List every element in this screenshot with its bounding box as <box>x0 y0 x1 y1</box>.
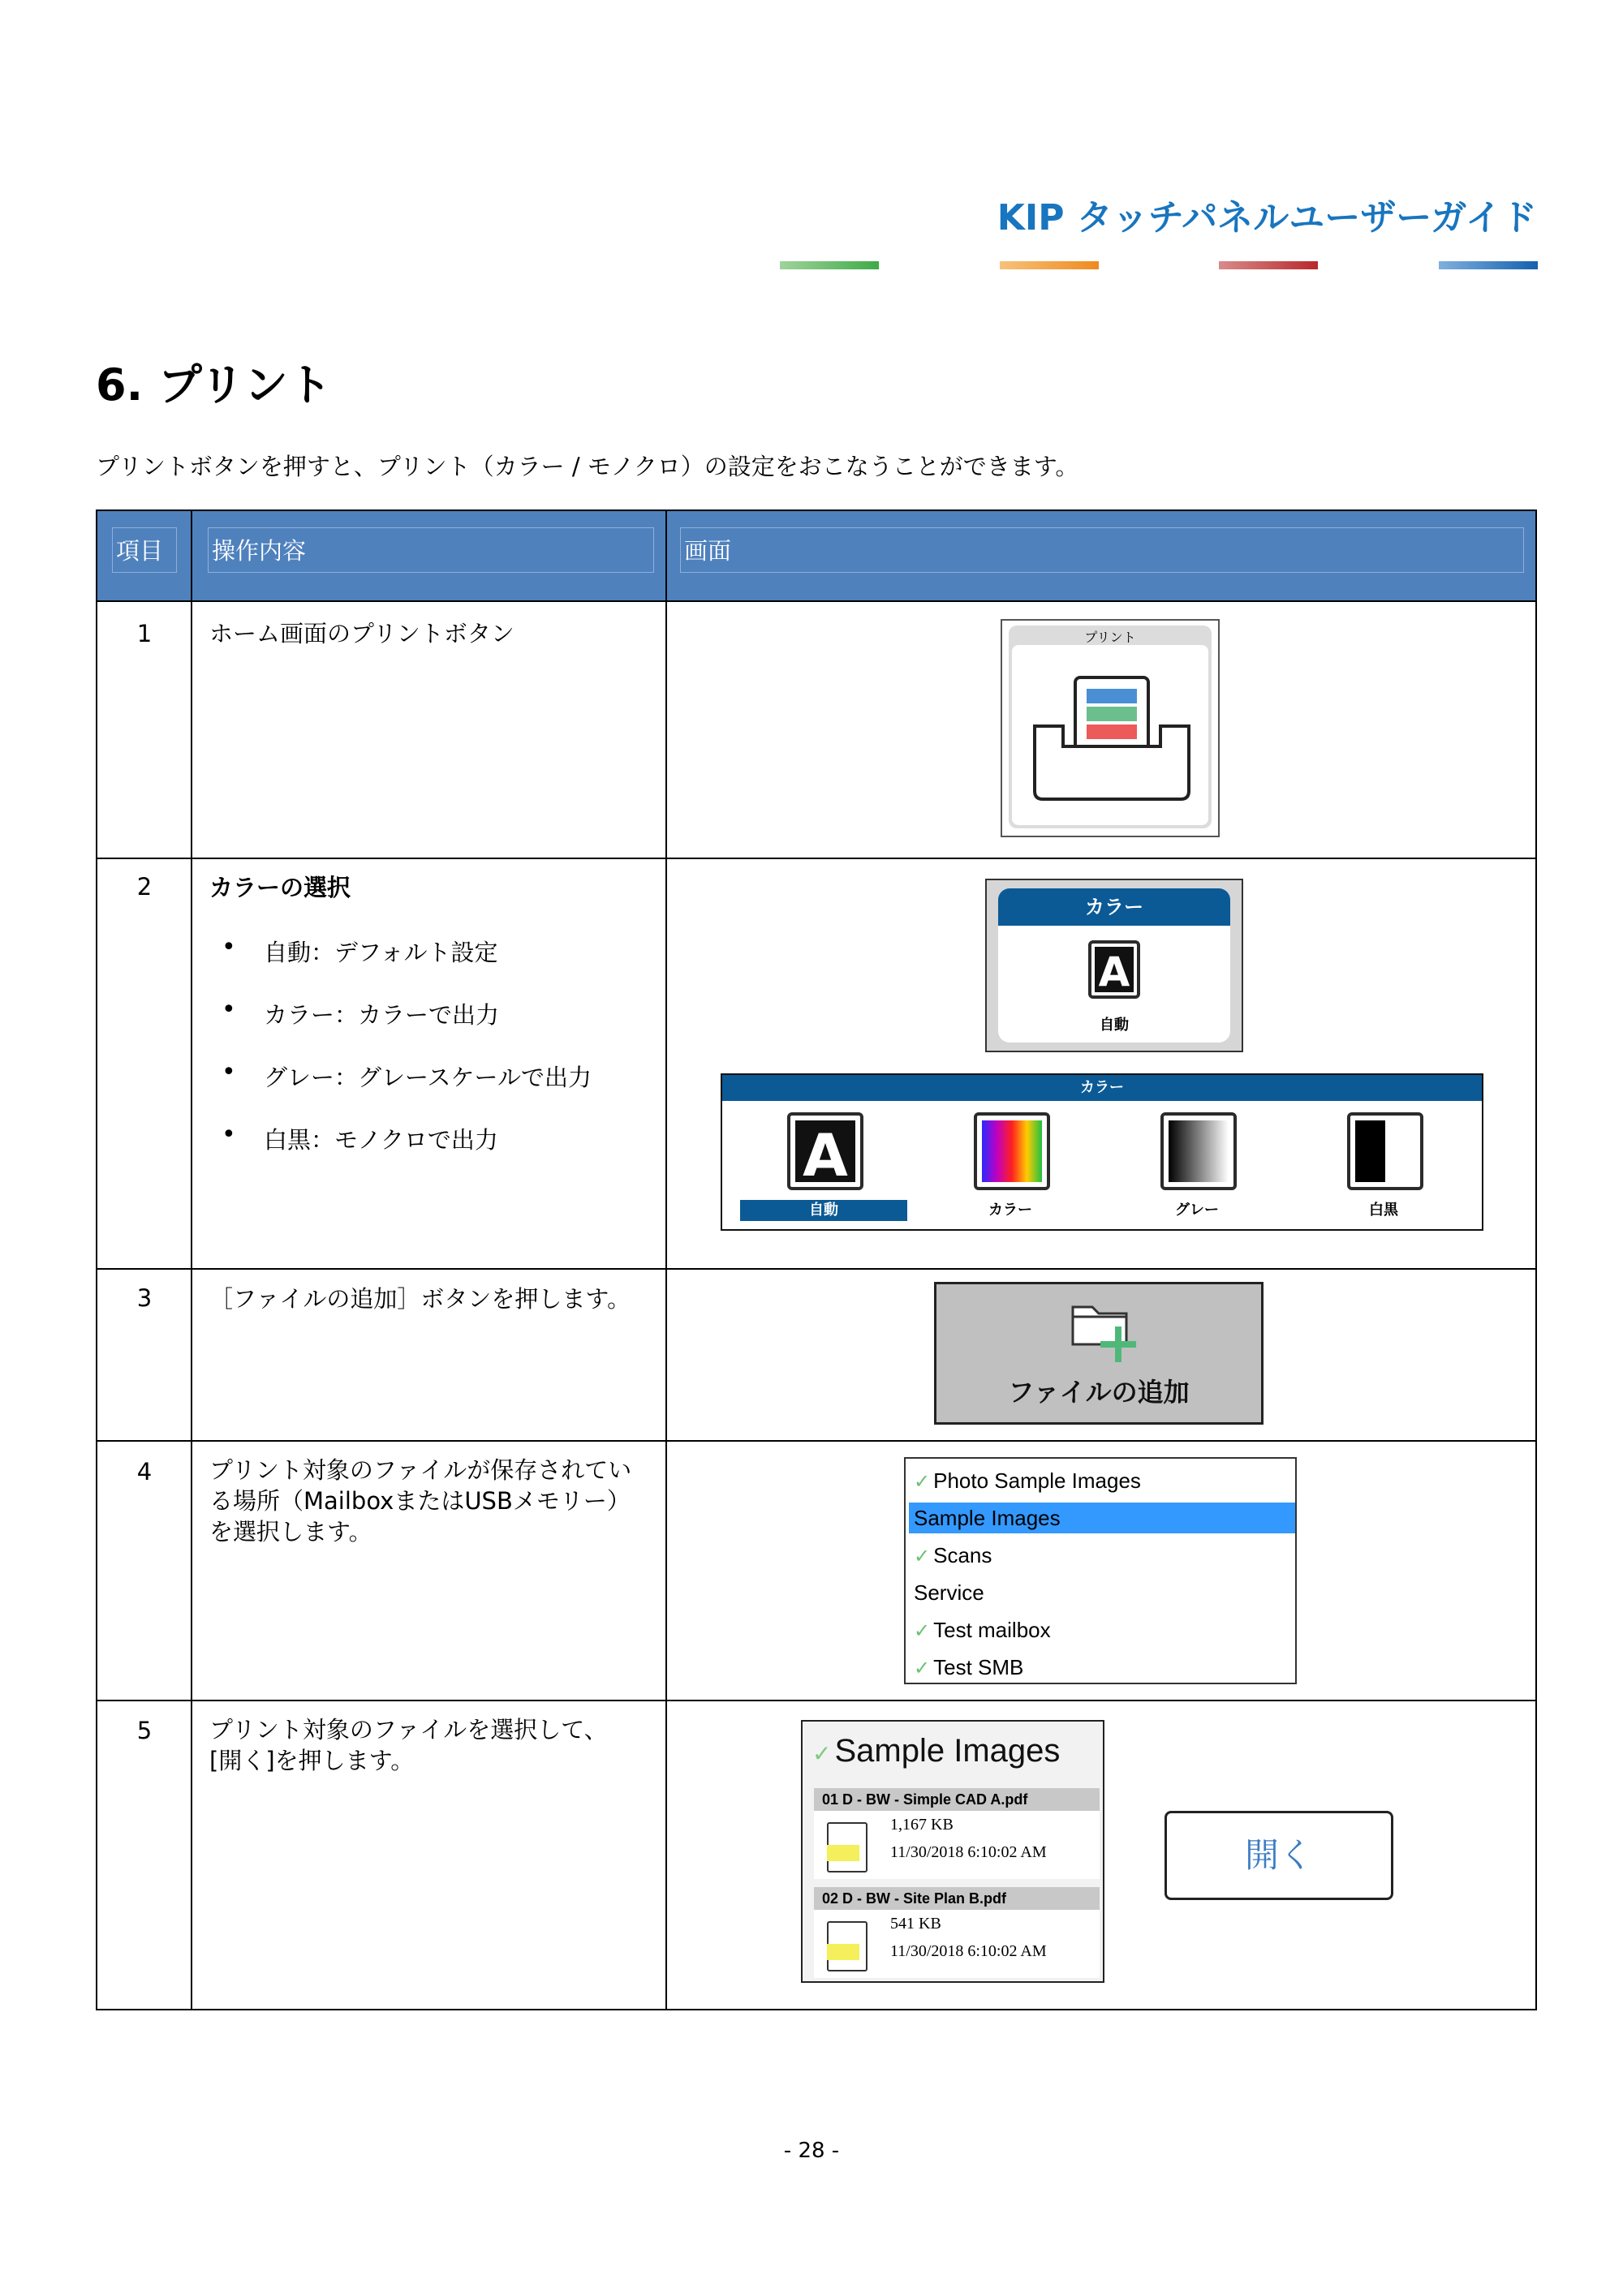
mailbox-item-label: Sample Images <box>914 1506 1061 1530</box>
open-button[interactable] <box>1165 1811 1393 1900</box>
row-number: 1 <box>136 620 153 647</box>
gray-option-icon[interactable] <box>1160 1112 1237 1190</box>
open-button-label: 開く <box>1244 1835 1313 1875</box>
header-operation: 操作内容 <box>208 527 654 573</box>
table-header <box>97 511 1535 602</box>
option-label-gray[interactable]: グレー <box>1175 1202 1219 1219</box>
mailbox-item[interactable] <box>909 1465 1295 1496</box>
color-tile-title: カラー <box>998 888 1230 926</box>
row-text <box>209 1455 631 1547</box>
row-text: ［ファイルの追加］ボタンを押します。 <box>209 1285 631 1313</box>
color-option-list <box>264 935 592 1185</box>
check-icon: ✓ <box>914 1658 931 1679</box>
mono-option-icon[interactable] <box>1347 1112 1423 1190</box>
row-divider <box>97 1440 1535 1442</box>
mailbox-item[interactable] <box>909 1577 1295 1608</box>
add-file-button[interactable] <box>934 1282 1264 1425</box>
file-size: 541 KB <box>890 1915 941 1933</box>
row-divider <box>97 858 1535 859</box>
add-file-label: ファイルの追加 <box>1008 1377 1190 1408</box>
file-item[interactable] <box>814 1811 1100 1879</box>
print-button-label: プリント <box>1084 630 1136 645</box>
mailbox-item[interactable] <box>909 1652 1295 1683</box>
check-icon: ✓ <box>812 1741 832 1766</box>
accent-bar-green <box>780 261 879 269</box>
svg-text:A: A <box>803 1121 848 1187</box>
file-date: 11/30/2018 6:10:02 AM <box>890 1843 1047 1861</box>
text-line: る場所（MailboxまたはUSBメモリー） <box>209 1487 631 1515</box>
file-size: 1,167 KB <box>890 1816 954 1834</box>
list-item: • 白黒：モノクロで出力 <box>264 1122 592 1185</box>
mailbox-item-label: Service <box>914 1580 984 1605</box>
row-divider <box>97 1700 1535 1701</box>
section-heading: 6. プリント <box>96 359 332 411</box>
accent-bar-blue <box>1439 261 1538 269</box>
check-icon: ✓ <box>914 1620 931 1642</box>
list-item: • カラー：カラーで出力 <box>264 997 592 1060</box>
color-tile-value: 自動 <box>1100 1017 1129 1034</box>
file-name[interactable]: 02 D - BW - Site Plan B.pdf <box>814 1887 1100 1910</box>
row-text: ホーム画面のプリントボタン <box>209 620 514 647</box>
text-line: [開く]を押します。 <box>209 1747 415 1774</box>
file-name[interactable]: 01 D - BW - Simple CAD A.pdf <box>814 1788 1100 1811</box>
row-divider <box>97 1268 1535 1270</box>
mailbox-item-label: Test SMB <box>933 1655 1024 1679</box>
folder-add-icon <box>1068 1296 1143 1365</box>
pdf-file-icon <box>827 1921 867 1971</box>
intro-paragraph: プリントボタンを押すと、プリント（カラー / モノクロ）の設定をおこなうことができます。 <box>96 453 1079 480</box>
column-divider <box>665 511 667 2009</box>
accent-bar-red <box>1219 261 1318 269</box>
row-text: カラーの選択 <box>209 874 351 901</box>
auto-color-icon <box>1088 940 1140 999</box>
document-title: KIP タッチパネルユーザーガイド <box>997 197 1537 239</box>
svg-text:A: A <box>1098 948 1130 995</box>
text-line: プリント対象のファイルが保存されてい <box>209 1456 632 1484</box>
option-label-auto[interactable]: 自動 <box>740 1200 907 1221</box>
mailbox-item[interactable] <box>909 1540 1295 1571</box>
check-icon: ✓ <box>914 1471 931 1493</box>
mailbox-item[interactable] <box>909 1615 1295 1645</box>
option-label-mono[interactable]: 白黒 <box>1369 1202 1398 1219</box>
mailbox-item-label: Scans <box>933 1543 992 1567</box>
text-line: を選択します。 <box>209 1518 372 1546</box>
row-number: 3 <box>136 1284 153 1312</box>
browser-title: ✓ Sample Images <box>812 1733 1061 1769</box>
list-item: • 自動：デフォルト設定 <box>264 935 592 997</box>
row-number: 2 <box>136 873 153 901</box>
printer-icon <box>1027 669 1197 815</box>
row-number: 4 <box>136 1458 153 1486</box>
header-item: 項目 <box>112 527 177 573</box>
option-label-color[interactable]: カラー <box>988 1202 1032 1219</box>
mailbox-item-label: Test mailbox <box>933 1618 1051 1642</box>
color-option-icon[interactable] <box>974 1112 1050 1190</box>
file-date: 11/30/2018 6:10:02 AM <box>890 1942 1047 1960</box>
text-line: プリント対象のファイルを選択して、 <box>209 1716 608 1743</box>
header-screen: 画面 <box>680 527 1524 573</box>
file-browser <box>801 1720 1104 1983</box>
auto-option-icon[interactable] <box>787 1112 863 1190</box>
mailbox-list <box>904 1457 1297 1684</box>
check-icon: ✓ <box>914 1546 931 1567</box>
pdf-file-icon <box>827 1822 867 1872</box>
print-button-screenshot[interactable] <box>1001 619 1220 837</box>
mailbox-item-label: Photo Sample Images <box>933 1468 1141 1493</box>
row-text <box>209 1714 608 1776</box>
page-number: - 28 - <box>783 2139 840 2163</box>
color-panel-title: カラー <box>722 1075 1482 1101</box>
column-divider <box>191 511 192 2009</box>
accent-bar-orange <box>1000 261 1099 269</box>
color-setting-tile[interactable] <box>985 879 1243 1052</box>
row-number: 5 <box>136 1717 153 1744</box>
mailbox-item[interactable] <box>909 1503 1295 1533</box>
file-item[interactable] <box>814 1910 1100 1978</box>
color-selection-panel <box>721 1073 1483 1231</box>
list-item: • グレー：グレースケールで出力 <box>264 1060 592 1122</box>
